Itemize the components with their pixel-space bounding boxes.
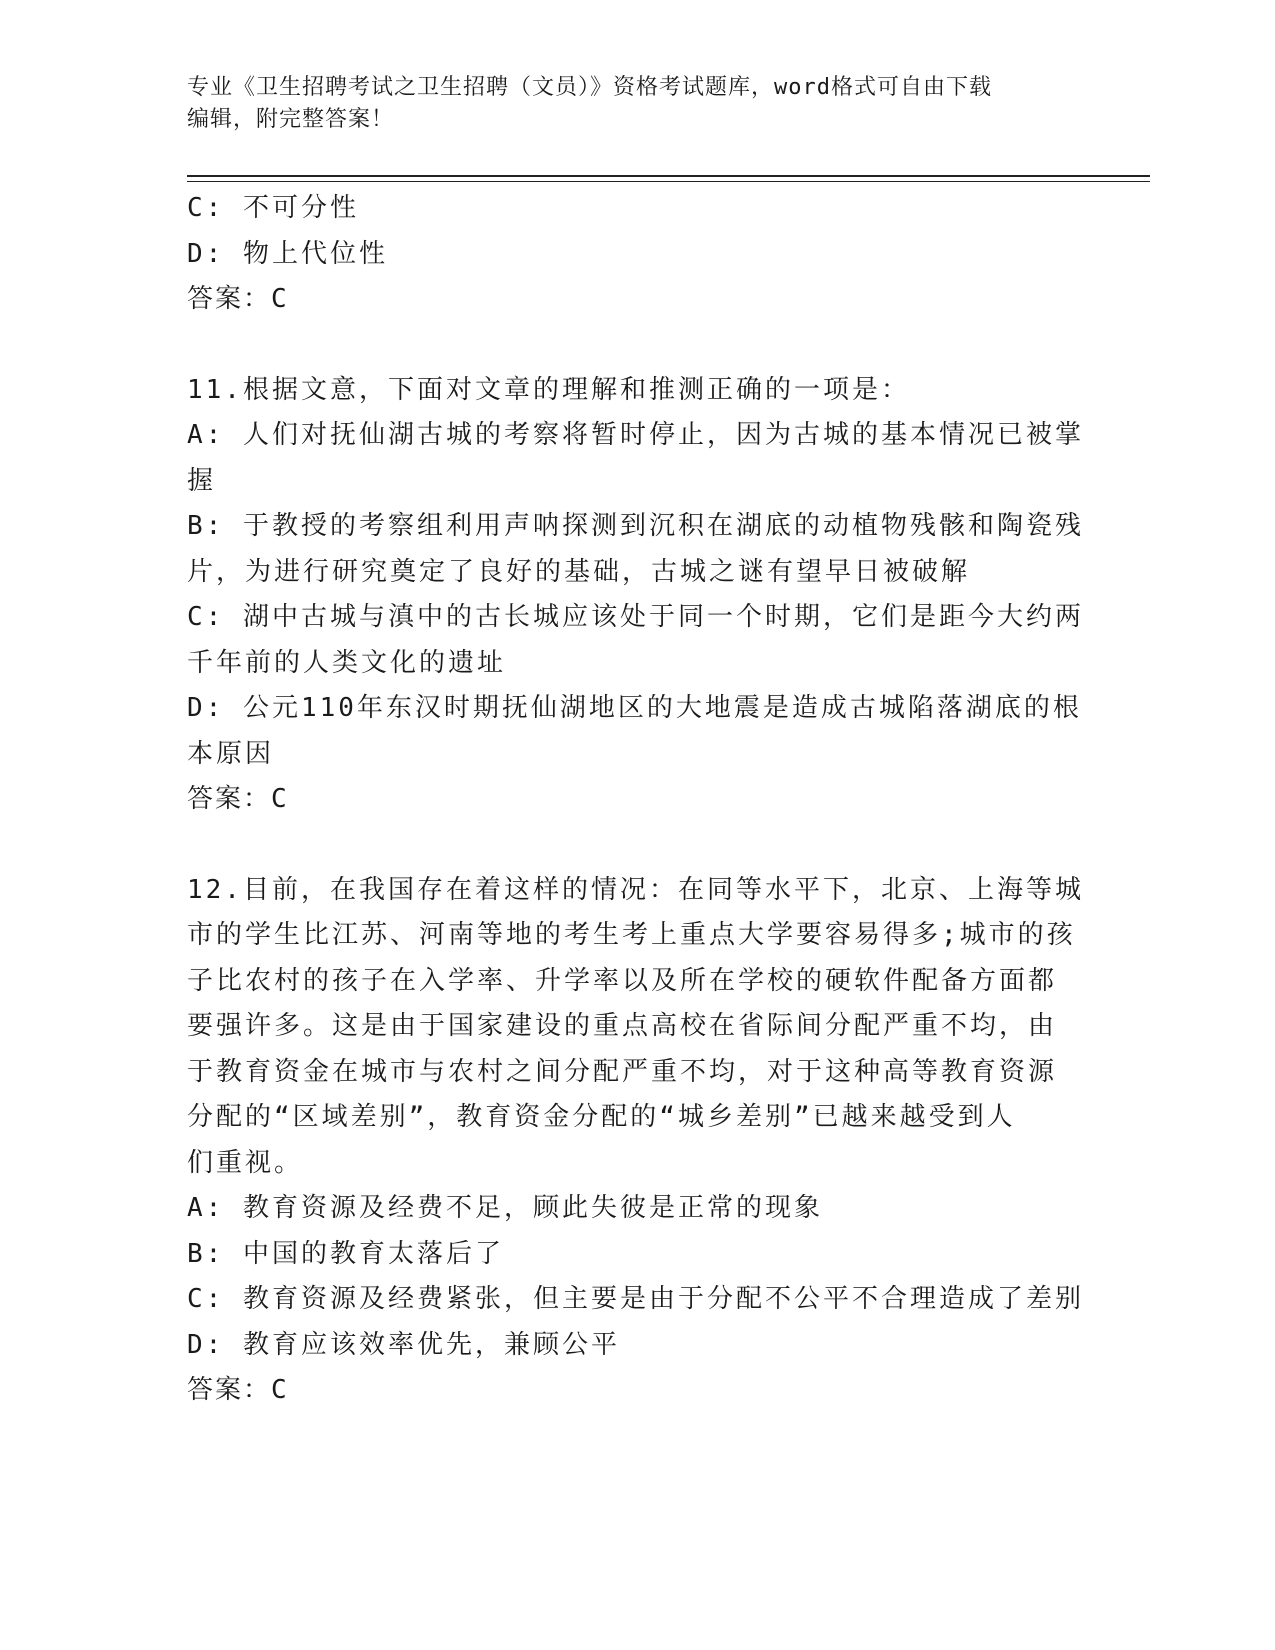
question-stem-cont: 子比农村的孩子在入学率、升学率以及所在学校的硬软件配备方面都 bbox=[187, 965, 1058, 996]
question-stem-cont: 于教育资金在城市与农村之间分配严重不均，对于这种高等教育资源 bbox=[187, 1056, 1058, 1087]
question-11 bbox=[187, 368, 1087, 823]
option-b: B: 中国的教育太落后了 bbox=[187, 1238, 504, 1269]
question-stem: 12.目前，在我国存在着这样的情况：在同等水平下，北京、上海等城 bbox=[187, 874, 1084, 905]
question-stem-cont: 市的学生比江苏、河南等地的考生考上重点大学要容易得多;城市的孩 bbox=[187, 920, 1076, 950]
question-stem-cont: 分配的“区域差别”，教育资金分配的“城乡差别”已越来越受到人 bbox=[187, 1102, 1016, 1132]
question-12 bbox=[187, 868, 1087, 1414]
option-c: C: 湖中古城与滇中的古长城应该处于同一个时期，它们是距今大约两 bbox=[187, 602, 1084, 632]
spacer bbox=[187, 823, 1087, 868]
question-stem-cont: 们重视。 bbox=[187, 1147, 304, 1178]
option-a: A: 教育资源及经费不足，顾此失彼是正常的现象 bbox=[187, 1193, 823, 1223]
option-d: D: 物上代位性 bbox=[187, 238, 388, 269]
option-b: B: 于教授的考察组利用声呐探测到沉积在湖底的动植物残骸和陶瓷残 bbox=[187, 511, 1084, 541]
answer: 答案：C bbox=[187, 1375, 289, 1405]
answer: 答案：C bbox=[187, 284, 289, 314]
option-c-cont: 千年前的人类文化的遗址 bbox=[187, 647, 507, 678]
spacer bbox=[187, 323, 1087, 368]
header-line-2: 编辑，附完整答案！ bbox=[187, 107, 395, 132]
option-a-cont: 握 bbox=[187, 465, 217, 496]
option-b-cont: 片，为进行研究奠定了良好的基础，古城之谜有望早日被破解 bbox=[187, 556, 971, 587]
option-d: D: 公元110年东汉时期抚仙湖地区的大地震是造成古城陷落湖底的根 bbox=[187, 693, 1082, 723]
document-body bbox=[187, 186, 1087, 1414]
question-10-tail bbox=[187, 186, 1087, 323]
question-stem: 11.根据文意，下面对文章的理解和推测正确的一项是： bbox=[187, 374, 910, 405]
option-a: A: 人们对抚仙湖古城的考察将暂时停止，因为古城的基本情况已被掌 bbox=[187, 420, 1084, 450]
option-c: C: 不可分性 bbox=[187, 193, 359, 223]
document-header bbox=[187, 72, 1067, 136]
question-stem-cont: 要强许多。这是由于国家建设的重点高校在省际间分配严重不均，由 bbox=[187, 1011, 1058, 1041]
header-line-1: 专业《卫生招聘考试之卫生招聘（文员）》资格考试题库，word格式可自由下载 bbox=[187, 75, 992, 100]
option-c: C: 教育资源及经费紧张，但主要是由于分配不公平不合理造成了差别 bbox=[187, 1284, 1084, 1314]
answer: 答案：C bbox=[187, 784, 289, 814]
option-d-cont: 本原因 bbox=[187, 738, 275, 769]
option-d: D: 教育应该效率优先，兼顾公平 bbox=[187, 1329, 620, 1360]
header-rule-thick bbox=[187, 175, 1150, 177]
header-rule-thin bbox=[187, 181, 1150, 182]
